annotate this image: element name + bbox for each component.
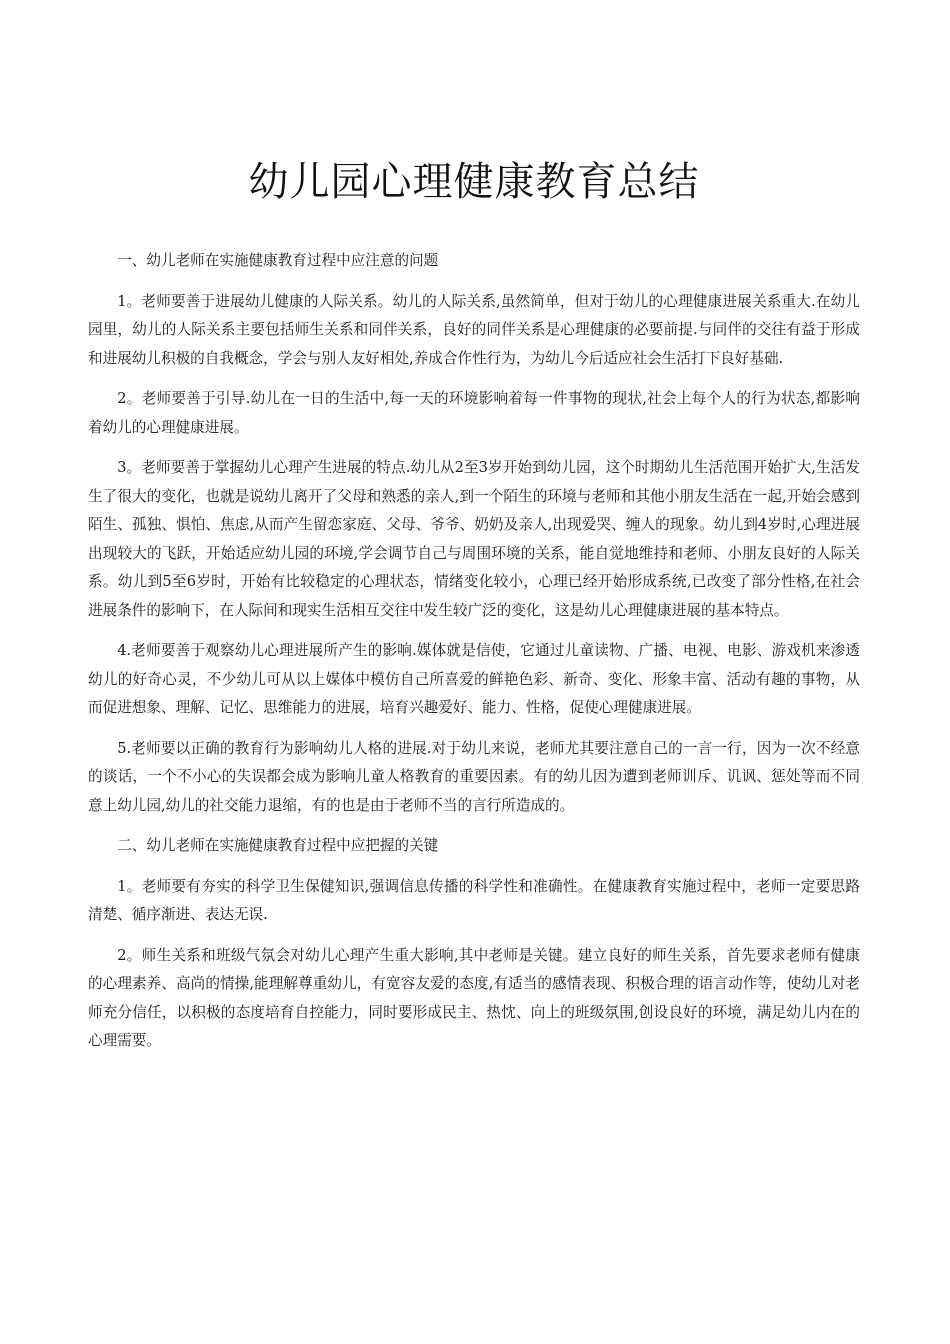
paragraph-2-2: 2。师生关系和班级气氛会对幼儿心理产生重大影响,其中老师是关键。建立良好的师生关系，首先要求老师有健康的心理素养、高尚的情操,能理解尊重幼儿，有宽容友爱的态度,有适当的感情表现、积极合理的语言动作等，使幼儿对老师充分信任，以积极的态度培育自控能力，同时要形成民主、热忱、向上的班级氛围,创设良好的环境，满足幼儿内在的心理需要。: [88, 946, 860, 1049]
section-heading-1: 一、幼儿老师在实施健康教育过程中应注意的问题: [117, 252, 439, 269]
paragraph-1-4: 4.老师要善于观察幼儿心理进展所产生的影响.媒体就是信使，它通过儿童读物、广播、电视、电影、游戏机来渗透幼儿的好奇心灵，不少幼儿可从以上媒体中模仿自己所喜爱的鲜艳色彩、新奇、变化、形象丰富、活动有趣的事物，从而促进想象、理解、记忆、思维能力的进展，培育兴趣爱好、能力、性格，促使心理健康进展。: [88, 642, 860, 716]
section-heading-2: 二、幼儿老师在实施健康教育过程中应把握的关键: [117, 837, 439, 854]
paragraph-1-5: 5.老师要以正确的教育行为影响幼儿人格的进展.对于幼儿来说，老师尤其要注意自己的一言一行，因为一次不经意的谈话，一个不小心的失误都会成为影响儿童人格教育的重要因素。有的幼儿因为遭到老师训斥、讥讽、惩处等而不同意上幼儿园,幼儿的社交能力退缩，有的也是由于老师不当的言行所造成的。: [88, 739, 860, 814]
paragraph-1-2: 2。老师要善于引导.幼儿在一日的生活中,每一天的环境影响着每一件事物的现状,社会上每个人的行为状态,都影响着幼儿的心理健康进展。: [88, 390, 860, 436]
paragraph-2-1: 1。老师要有夯实的科学卫生保健知识,强调信息传播的科学性和准确性。在健康教育实施过程中，老师一定要思路清楚、循序渐进、表达无误.: [88, 877, 860, 923]
paragraph-1-1: 1。老师要善于进展幼儿健康的人际关系。幼儿的人际关系,虽然简单，但对于幼儿的心理健康进展关系重大.在幼儿园里，幼儿的人际关系主要包括师生关系和同伴关系，良好的同伴关系是心理健康的必要前提.与同伴的交往有益于形成和进展幼儿积极的自我概念，学会与别人友好相处,养成合作性行为，为幼儿今后适应社会生活打下良好基础.: [88, 292, 860, 367]
paragraph-1-3: 3。老师要善于掌握幼儿心理产生进展的特点.幼儿从2至3岁开始到幼儿园，这个时期幼儿生活范围开始扩大,生活发生了很大的变化，也就是说幼儿离开了父母和熟悉的亲人,到一个陌生的环境与老师和其他小朋友生活在一起,开始会感到陌生、孤独、惧怕、焦虑,从而产生留恋家庭、父母、爷爷、奶奶及亲人,出现爱哭、缠人的现象。幼儿到4岁时,心理进展出现较大的飞跃，开始适应幼儿园的环境,学会调节自己与周围环境的关系，能自觉地维持和老师、小朋友良好的人际关系。幼儿到5至6岁时，开始有比较稳定的心理状态，情绪变化较小，心理已经开始形成系统,已改变了部分性格,在社会进展条件的影响下，在人际间和现实生活相互交往中发生较广泛的变化，这是幼儿心理健康进展的基本特点。: [88, 459, 860, 619]
document-title: 幼儿园心理健康教育总结: [248, 159, 700, 205]
document-page: [88, 150, 860, 1068]
